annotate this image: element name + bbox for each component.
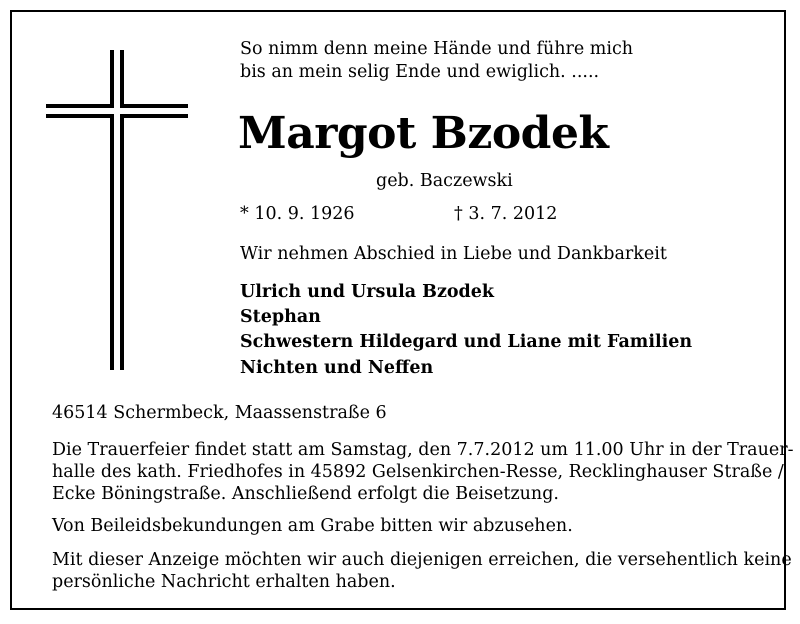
condolence-note: Von Beileidsbekundungen am Grabe bitten wir abzusehen. [52,516,573,536]
birth-name: geb. Baczewski [376,171,513,191]
mourner-line: Ulrich und Ursula Bzodek [240,282,495,302]
verse-line-2: bis an mein selig Ende und ewiglich. ..... [240,62,600,82]
ceremony-line-3: Ecke Böningstraße. Anschließend erfolgt die Beisetzung. [52,484,559,504]
address: 46514 Schermbeck, Maassenstraße 6 [52,403,387,423]
mourner-line: Nichten und Neffen [240,358,434,378]
mourner-line: Schwestern Hildegard und Liane mit Familien [240,332,693,352]
mourner-line: Stephan [240,307,321,327]
birth-date: * 10. 9. 1926 [240,204,355,224]
ceremony-line-2: halle des kath. Friedhofes in 45892 Gelsenkirchen-Resse, Recklinghauser Straße / [52,462,784,482]
verse-line-1: So nimm denn meine Hände und führe mich [240,39,634,59]
deceased-name: Margot Bzodek [238,108,609,159]
death-date: † 3. 7. 2012 [454,204,558,224]
closing-line-2: persönliche Nachricht erhalten haben. [52,572,396,592]
ceremony-line-1: Die Trauerfeier findet statt am Samstag, den 7.7.2012 um 11.00 Uhr in der Trauer- [52,440,794,460]
farewell-text: Wir nehmen Abschied in Liebe und Dankbarkeit [240,244,667,264]
closing-line-1: Mit dieser Anzeige möchten wir auch diejenigen erreichen, die versehentlich keine [52,550,792,570]
cross-icon [46,50,188,370]
